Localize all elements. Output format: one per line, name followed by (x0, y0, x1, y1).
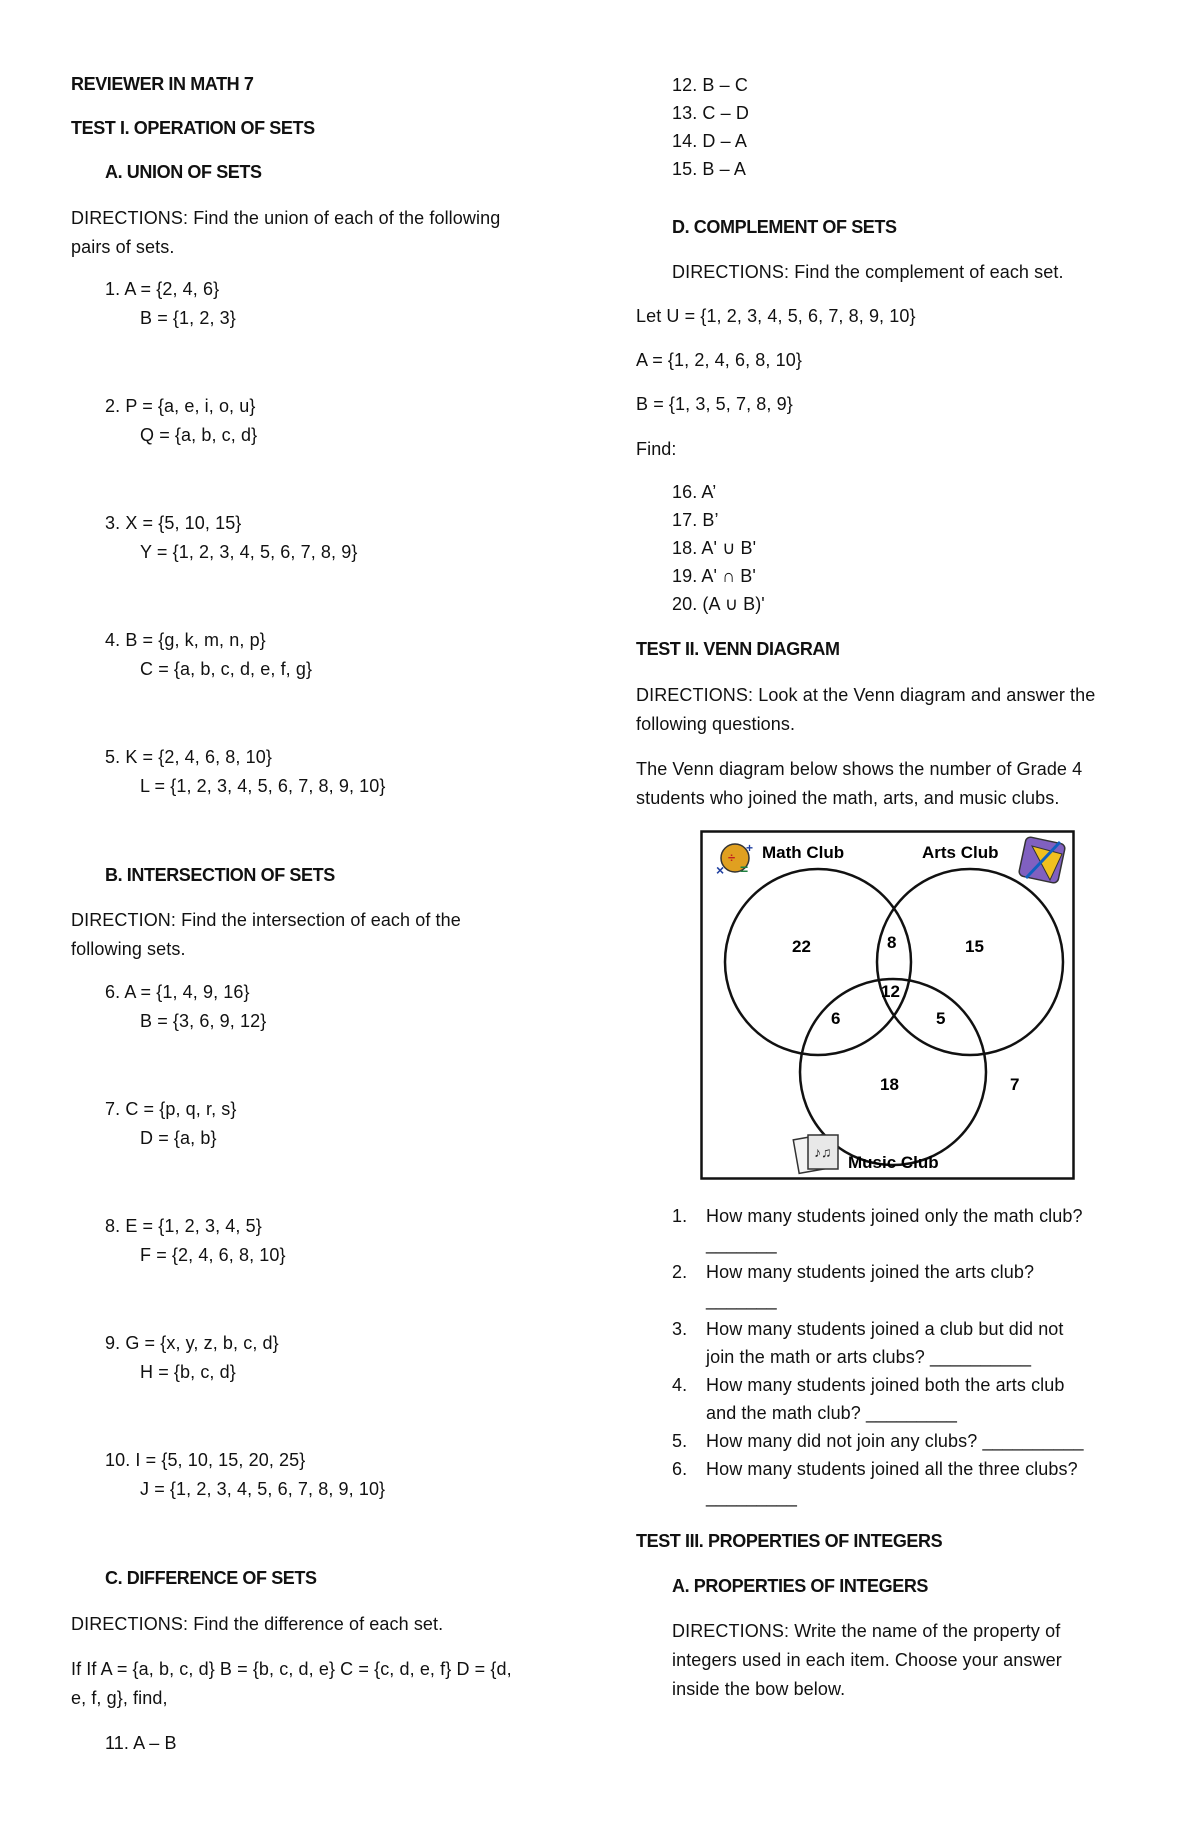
complement-set-a: A = {1, 2, 4, 6, 8, 10} (636, 350, 802, 370)
venn-question-1-blank: _______ (706, 1234, 777, 1254)
difference-directions: DIRECTIONS: Find the difference of each set. (71, 1614, 444, 1634)
complement-item-16: 16. A’ (672, 482, 717, 502)
complement-directions: DIRECTIONS: Find the complement of each set. (672, 262, 1064, 282)
music-club-label: Music Club (848, 1153, 939, 1172)
venn-question-1-text: How many students joined only the math club? (706, 1206, 1083, 1226)
region-music-only: 18 (880, 1075, 899, 1094)
math-club-label: Math Club (762, 843, 845, 862)
venn-diagram (700, 830, 1075, 1180)
complement-item-17: 17. B’ (672, 510, 719, 530)
intersection-heading: B. INTERSECTION OF SETS (105, 865, 335, 885)
intersection-item-10-a: 10. I = {5, 10, 15, 20, 25} (105, 1450, 306, 1470)
venn-directions-line2: following questions. (636, 714, 796, 734)
region-none: 7 (1010, 1075, 1020, 1094)
venn-question-6-number: 6. (672, 1459, 688, 1479)
intersection-item-8-a: 8. E = {1, 2, 3, 4, 5} (105, 1216, 262, 1236)
intersection-item-9-a: 9. G = {x, y, z, b, c, d} (105, 1333, 279, 1353)
svg-text:=: = (740, 861, 749, 877)
test2-title: TEST II. VENN DIAGRAM (636, 639, 840, 659)
intersection-item-9-b: H = {b, c, d} (140, 1362, 236, 1382)
difference-item-13: 13. C – D (672, 103, 749, 123)
music-cards-icon (793, 1135, 838, 1174)
difference-heading: C. DIFFERENCE OF SETS (105, 1568, 317, 1588)
union-item-3-b: Y = {1, 2, 3, 4, 5, 6, 7, 8, 9} (140, 542, 358, 562)
properties-heading: A. PROPERTIES OF INTEGERS (672, 1576, 929, 1596)
venn-question-4-number: 4. (672, 1375, 688, 1395)
complement-item-19: 19. A' ∩ B' (672, 566, 756, 586)
intersection-item-7-a: 7. C = {p, q, r, s} (105, 1099, 237, 1119)
union-item-5-a: 5. K = {2, 4, 6, 8, 10} (105, 747, 272, 767)
region-math-music: 6 (831, 1009, 841, 1028)
svg-text:÷: ÷ (728, 850, 736, 865)
venn-question-1-number: 1. (672, 1206, 688, 1226)
complement-universal-set: Let U = {1, 2, 3, 4, 5, 6, 7, 8, 9, 10} (636, 306, 916, 326)
properties-directions-line2: integers used in each item. Choose your answer (672, 1650, 1062, 1670)
complement-heading: D. COMPLEMENT OF SETS (672, 217, 897, 237)
venn-question-3-number: 3. (672, 1319, 688, 1339)
properties-directions-line3: inside the bow below. (672, 1679, 846, 1699)
intersection-item-7-b: D = {a, b} (140, 1128, 217, 1148)
difference-item-11: 11. A – B (105, 1733, 177, 1753)
venn-question-2-text: How many students joined the arts club? (706, 1262, 1035, 1282)
venn-question-3-text: How many students joined a club but did not (706, 1319, 1064, 1339)
venn-question-2-blank: _______ (706, 1290, 777, 1310)
region-arts-music: 5 (936, 1009, 946, 1028)
venn-question-5-text: How many did not join any clubs? __________ (706, 1431, 1084, 1451)
union-directions-line1: DIRECTIONS: Find the union of each of the following (71, 208, 501, 228)
union-item-4-a: 4. B = {g, k, m, n, p} (105, 630, 266, 650)
art-supplies-icon (1018, 836, 1065, 883)
svg-text:×: × (716, 862, 725, 878)
document-title: REVIEWER IN MATH 7 (71, 74, 254, 94)
svg-text:♪♫: ♪♫ (814, 1144, 832, 1160)
intersection-directions-line1: DIRECTION: Find the intersection of each of the (71, 910, 461, 930)
difference-given-line1: If If A = {a, b, c, d} B = {b, c, d, e} C = {c, d, e, f} D = {d, (71, 1659, 512, 1679)
test3-title: TEST III. PROPERTIES OF INTEGERS (636, 1531, 943, 1551)
intersection-directions-line2: following sets. (71, 939, 186, 959)
union-item-2-b: Q = {a, b, c, d} (140, 425, 258, 445)
intersection-item-8-b: F = {2, 4, 6, 8, 10} (140, 1245, 286, 1265)
union-item-1-b: B = {1, 2, 3} (140, 308, 236, 328)
difference-item-14: 14. D – A (672, 131, 747, 151)
venn-directions-line1: DIRECTIONS: Look at the Venn diagram and answer the (636, 685, 1096, 705)
difference-item-15: 15. B – A (672, 159, 746, 179)
venn-question-3-text-cont: join the math or arts clubs? __________ (706, 1347, 1032, 1367)
union-item-1-a: 1. A = {2, 4, 6} (105, 279, 220, 299)
union-item-5-b: L = {1, 2, 3, 4, 5, 6, 7, 8, 9, 10} (140, 776, 386, 796)
venn-question-4-text: How many students joined both the arts club (706, 1375, 1065, 1395)
union-item-4-b: C = {a, b, c, d, e, f, g} (140, 659, 313, 679)
difference-item-12: 12. B – C (672, 75, 748, 95)
union-item-3-a: 3. X = {5, 10, 15} (105, 513, 242, 533)
complement-find-label: Find: (636, 439, 677, 459)
svg-text:+: + (746, 841, 754, 855)
union-directions-line2: pairs of sets. (71, 237, 175, 257)
complement-set-b: B = {1, 3, 5, 7, 8, 9} (636, 394, 793, 414)
venn-question-4-text-cont: and the math club? _________ (706, 1403, 958, 1423)
union-heading: A. UNION OF SETS (105, 162, 262, 182)
region-all-three: 12 (881, 982, 900, 1001)
venn-question-6-blank: _________ (706, 1487, 797, 1507)
venn-question-2-number: 2. (672, 1262, 688, 1282)
intersection-item-6-b: B = {3, 6, 9, 12} (140, 1011, 267, 1031)
venn-intro-line1: The Venn diagram below shows the number of Grade 4 (636, 759, 1083, 779)
intersection-item-10-b: J = {1, 2, 3, 4, 5, 6, 7, 8, 9, 10} (140, 1479, 386, 1499)
arts-club-label: Arts Club (922, 843, 999, 862)
union-item-2-a: 2. P = {a, e, i, o, u} (105, 396, 256, 416)
test1-title: TEST I. OPERATION OF SETS (71, 118, 315, 138)
difference-given-line2: e, f, g}, find, (71, 1688, 168, 1708)
complement-item-18: 18. A' ∪ B' (672, 538, 757, 558)
complement-item-20: 20. (A ∪ B)' (672, 594, 765, 614)
properties-directions-line1: DIRECTIONS: Write the name of the property of (672, 1621, 1061, 1641)
venn-question-6-text: How many students joined all the three clubs? (706, 1459, 1078, 1479)
venn-intro-line2: students who joined the math, arts, and music clubs. (636, 788, 1060, 808)
venn-question-5-number: 5. (672, 1431, 688, 1451)
region-math-only: 22 (792, 937, 811, 956)
intersection-item-6-a: 6. A = {1, 4, 9, 16} (105, 982, 250, 1002)
region-math-arts: 8 (887, 933, 897, 952)
region-arts-only: 15 (965, 937, 984, 956)
